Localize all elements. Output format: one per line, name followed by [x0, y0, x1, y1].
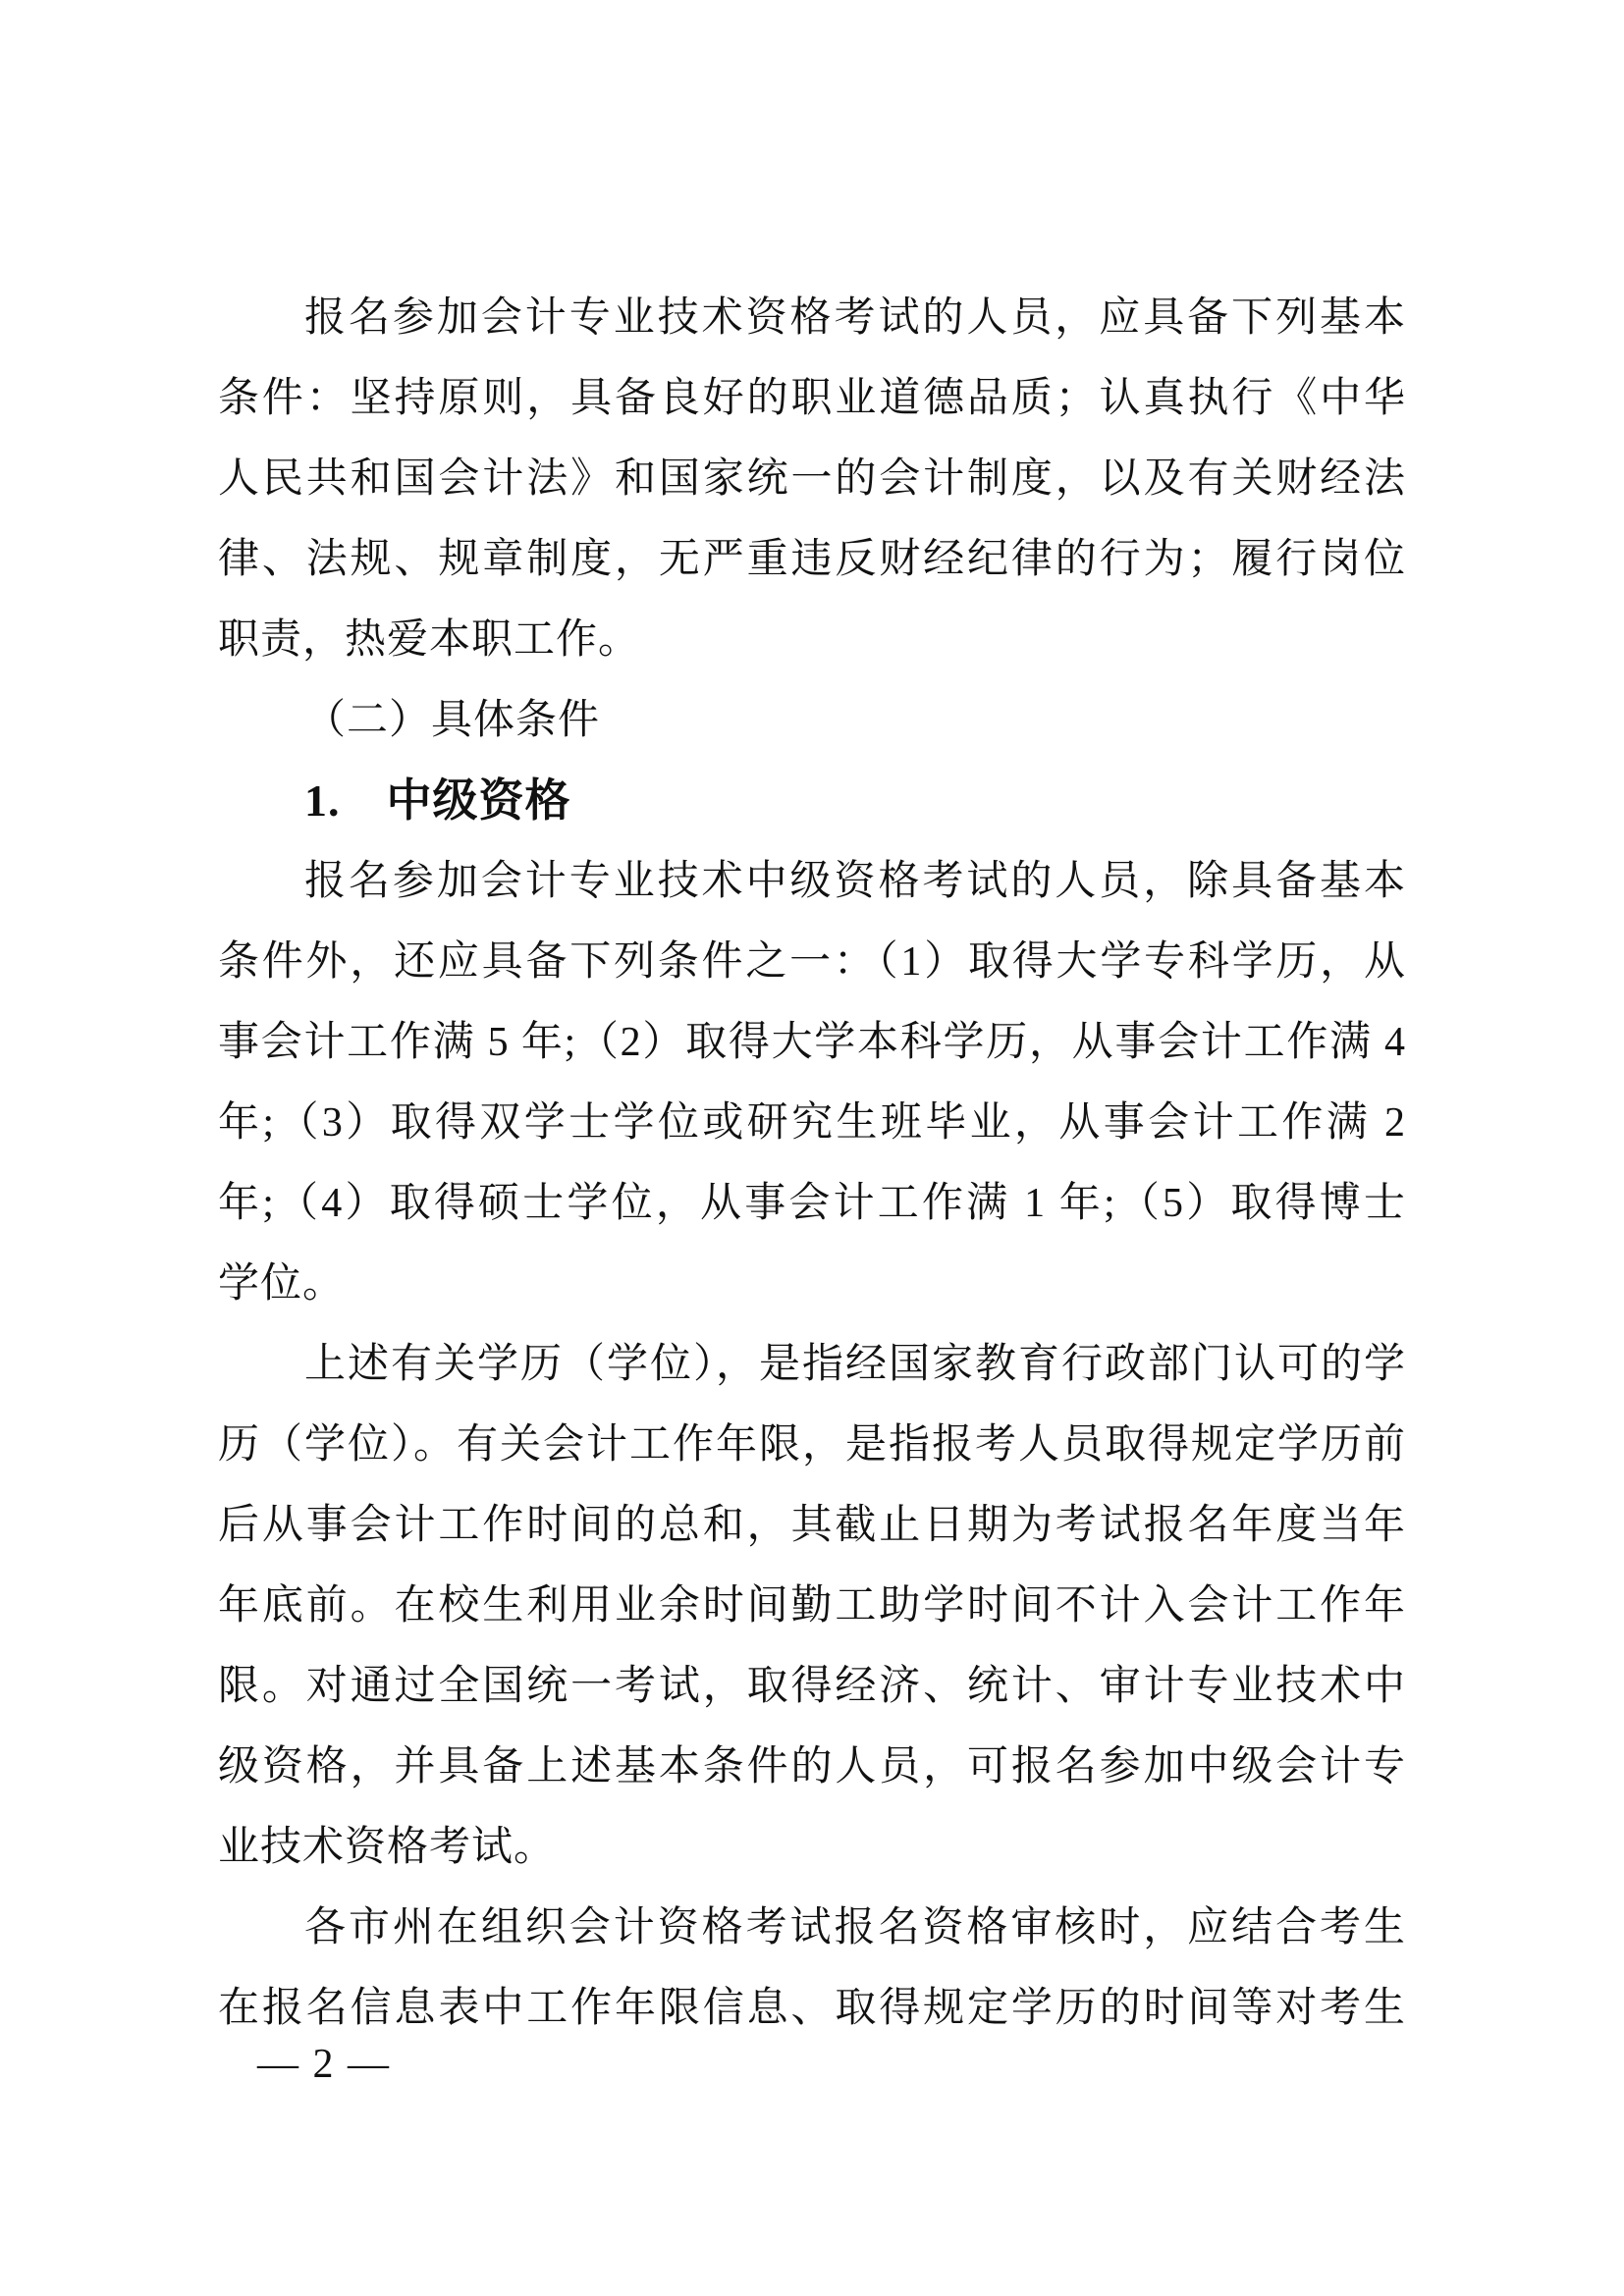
text-line: 条件：坚持原则，具备良好的职业道德品质；认真执行《中华: [218, 376, 1406, 421]
text-line: 各市州在组织会计资格考试报名资格审核时，应结合考生: [304, 1905, 1406, 1950]
text-line: 年底前。在校生利用业余时间勤工助学时间不计入会计工作年: [218, 1583, 1406, 1629]
text-line: 限。对通过全国统一考试，取得经济、统计、审计专业技术中: [218, 1664, 1406, 1709]
text-line: 学位。: [218, 1261, 346, 1307]
text-line: 后从事会计工作时间的总和，其截止日期为考试报名年度当年: [218, 1503, 1406, 1548]
heading-line: 1. 中级资格: [304, 775, 571, 826]
text-line: 年;（4）取得硕士学位，从事会计工作满 1 年;（5）取得博士: [218, 1181, 1406, 1226]
document-body: [218, 278, 1406, 2049]
text-line: 报名参加会计专业技术中级资格考试的人员，除具备基本: [304, 859, 1406, 904]
text-line: 条件外，还应具备下列条件之一：（1）取得大学专科学历，从: [218, 939, 1406, 985]
text-line: 人民共和国会计法》和国家统一的会计制度，以及有关财经法: [218, 456, 1406, 502]
page-number: — 2 —: [257, 2042, 391, 2087]
text-line: 业技术资格考试。: [218, 1825, 557, 1870]
text-line: 年;（3）取得双学士学位或研究生班毕业，从事会计工作满 2: [218, 1100, 1406, 1146]
text-line: 职责，热爱本职工作。: [218, 617, 641, 663]
text-line: 在报名信息表中工作年限信息、取得规定学历的时间等对考生: [218, 1986, 1406, 2031]
text-line: （二）具体条件: [304, 698, 601, 743]
text-line: 报名参加会计专业技术资格考试的人员，应具备下列基本: [304, 295, 1406, 341]
text-line: 律、法规、规章制度，无严重违反财经纪律的行为；履行岗位: [218, 537, 1406, 582]
text-line: 事会计工作满 5 年;（2）取得大学本科学历，从事会计工作满 4: [218, 1020, 1406, 1065]
text-line: 级资格，并具备上述基本条件的人员，可报名参加中级会计专: [218, 1744, 1406, 1789]
text-line: 上述有关学历（学位），是指经国家教育行政部门认可的学: [304, 1342, 1406, 1387]
text-line: 历（学位）。有关会计工作年限，是指报考人员取得规定学历前: [218, 1422, 1406, 1468]
